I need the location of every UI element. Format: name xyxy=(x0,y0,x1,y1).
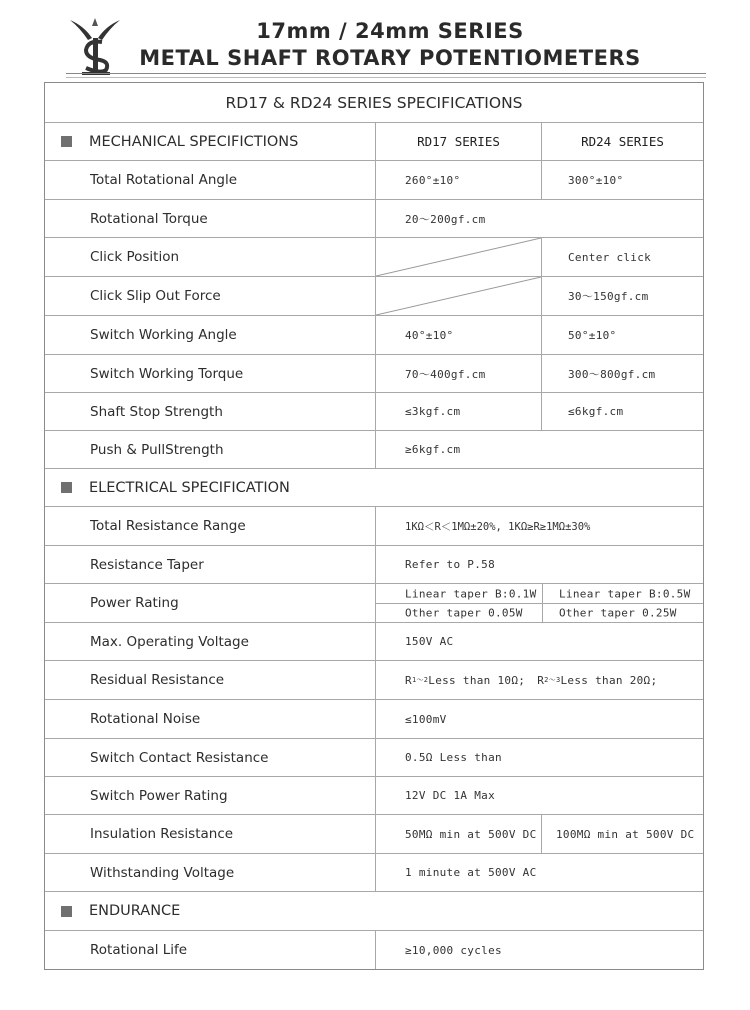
row-label: Total Rotational Angle xyxy=(90,172,238,188)
rd24-value: Center click xyxy=(541,238,703,276)
mechanical-section-label: MECHANICAL SPECIFICTIONS xyxy=(89,133,299,150)
table-title-row xyxy=(45,83,703,123)
title-line-2: METAL SHAFT ROTARY POTENTIOMETERS xyxy=(139,46,641,70)
title-rule-thin xyxy=(66,77,706,78)
table-title: RD17 & RD24 SERIES SPECIFICATIONS xyxy=(225,93,523,112)
table-row xyxy=(45,316,703,355)
table-row xyxy=(45,355,703,393)
table-row xyxy=(45,161,703,200)
square-bullet-icon xyxy=(61,906,72,917)
mechanical-header-row xyxy=(45,123,703,161)
row-label: Withstanding Voltage xyxy=(90,864,235,881)
shared-value: 0.5Ω Less than xyxy=(375,739,703,776)
table-row xyxy=(45,854,703,892)
residual-r1-subscript: 1～2 xyxy=(411,676,429,684)
mechanical-section-heading xyxy=(61,123,298,160)
rd24-value: 50°±10° xyxy=(541,316,703,354)
row-label: Insulation Resistance xyxy=(90,826,234,842)
not-applicable-diagonal xyxy=(375,238,541,276)
shared-value: ≥6kgf.cm xyxy=(375,431,703,468)
rd24-column-header: RD24 SERIES xyxy=(541,123,703,160)
table-row xyxy=(45,739,703,777)
power-rating-other-row xyxy=(376,603,703,622)
rd24-value: 300°±10° xyxy=(541,161,703,199)
row-label: Rotational Torque xyxy=(90,210,208,227)
row-label: Switch Working Angle xyxy=(90,327,237,343)
shared-value: 20～200gf.cm xyxy=(375,200,703,237)
row-label: Max. Operating Voltage xyxy=(90,633,249,650)
rd24-value: 30～150gf.cm xyxy=(541,277,703,315)
electrical-section-heading xyxy=(61,469,290,506)
rd17-column-header: RD17 SERIES xyxy=(375,123,541,160)
rd17-value: ≤3kgf.cm xyxy=(375,393,541,430)
table-row xyxy=(45,507,703,546)
rd17-other-power: Other taper 0.05W xyxy=(405,606,523,619)
rd24-linear-power: Linear taper B:0.5W xyxy=(559,587,691,600)
row-label: Push & PullStrength xyxy=(90,441,224,458)
row-label: Rotational Life xyxy=(90,942,188,958)
table-row xyxy=(45,238,703,277)
row-label: Resistance Taper xyxy=(90,556,204,573)
electrical-section-label: ELECTRICAL SPECIFICATION xyxy=(89,479,290,496)
endurance-section-label: ENDURANCE xyxy=(89,903,181,919)
title-rule xyxy=(66,73,706,74)
row-label: Switch Power Rating xyxy=(90,787,228,804)
residual-r2-subscript: 2～3 xyxy=(544,676,561,684)
table-row xyxy=(45,584,703,623)
table-row xyxy=(45,623,703,661)
row-label: Shaft Stop Strength xyxy=(90,403,223,420)
endurance-header-row xyxy=(45,892,703,931)
table-row xyxy=(45,931,703,969)
rd17-value: 260°±10° xyxy=(375,161,541,199)
title-line-1: 17mm / 24mm SERIES xyxy=(256,19,524,43)
power-rating-grid xyxy=(375,584,703,622)
rd17-linear-power: Linear taper B:0.1W xyxy=(405,587,537,600)
table-row xyxy=(45,700,703,739)
rd17-value: 40°±10° xyxy=(375,316,541,354)
square-bullet-icon xyxy=(61,136,72,147)
shared-value: 12V DC 1A Max xyxy=(375,777,703,814)
rd24-value: 100MΩ min at 500V DC xyxy=(541,815,703,853)
residual-r2-symbol: R xyxy=(537,673,545,687)
electrical-header-row xyxy=(45,469,703,507)
row-label: Rotational Noise xyxy=(90,711,201,727)
row-label: Click Slip Out Force xyxy=(90,288,221,304)
row-label: Click Position xyxy=(90,249,180,265)
square-bullet-icon xyxy=(61,482,72,493)
table-row xyxy=(45,777,703,815)
rd24-value: 300～800gf.cm xyxy=(541,355,703,392)
row-label: Switch Working Torque xyxy=(90,365,244,382)
row-label: Switch Contact Resistance xyxy=(90,749,269,766)
rd17-value: 70～400gf.cm xyxy=(375,355,541,392)
shared-value: 1KΩ＜R＜1MΩ±20%, 1KΩ≥R≥1MΩ±30% xyxy=(375,507,703,545)
rd17-value: 50MΩ min at 500V DC xyxy=(375,815,541,853)
residual-r1-symbol: R xyxy=(405,673,412,687)
not-applicable-diagonal xyxy=(375,277,541,315)
table-row xyxy=(45,431,703,469)
table-row xyxy=(45,546,703,584)
row-label: Power Rating xyxy=(90,595,179,611)
page-title xyxy=(130,18,650,72)
table-row xyxy=(45,661,703,700)
shared-value: ≥10,000 cycles xyxy=(375,931,703,969)
endurance-section-heading xyxy=(61,892,180,930)
table-row xyxy=(45,393,703,431)
rd24-other-power: Other taper 0.25W xyxy=(559,606,677,619)
rd24-value: ≤6kgf.cm xyxy=(541,393,703,430)
row-label: Residual Resistance xyxy=(90,672,225,688)
table-row xyxy=(45,277,703,316)
company-logo xyxy=(66,16,124,76)
table-row xyxy=(45,815,703,854)
shared-value: 150V AC xyxy=(375,623,703,660)
shared-value: ≤100mV xyxy=(375,700,703,738)
residual-r1-text: Less than 10Ω; xyxy=(428,673,526,687)
residual-r2-text: Less than 20Ω; xyxy=(560,673,658,687)
shared-value: 1 minute at 500V AC xyxy=(375,854,703,891)
shared-value: Refer to P.58 xyxy=(375,546,703,583)
table-row xyxy=(45,200,703,238)
power-rating-linear-row xyxy=(376,584,703,604)
spec-table xyxy=(44,82,704,970)
residual-resistance-value xyxy=(375,661,703,699)
row-label: Total Resistance Range xyxy=(90,518,246,534)
